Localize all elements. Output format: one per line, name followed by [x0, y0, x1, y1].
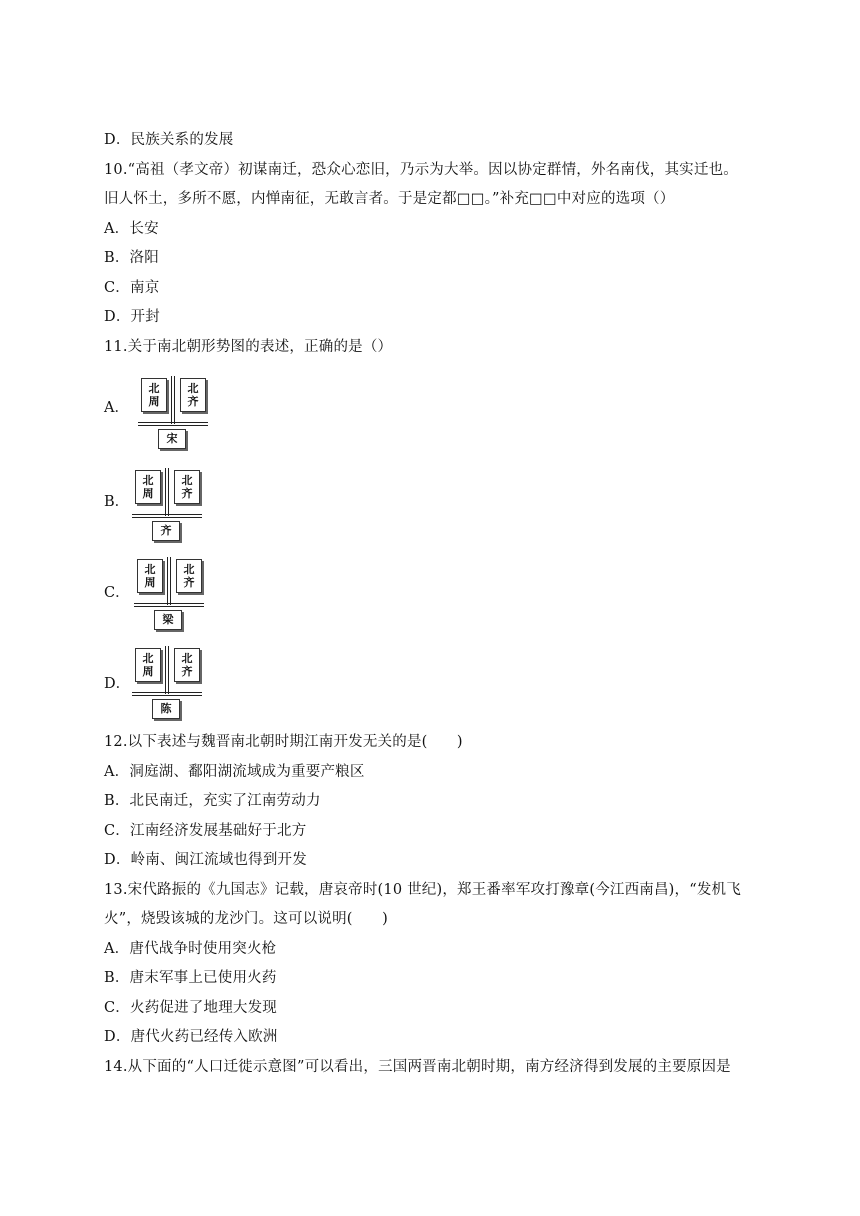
q13-option-a: A．唐代战争时使用突火枪 [104, 941, 277, 957]
divider-line [171, 376, 172, 424]
box-char: 齐 [187, 395, 199, 408]
q14-stem: 14.从下面的“人口迁徙示意图”可以看出，三国两晋南北朝时期，南方经济得到发展的主要原因是 [104, 1059, 731, 1075]
q12-option-a: A．洞庭湖、鄱阳湖流域成为重要产粮区 [104, 764, 365, 780]
box-char: 齐 [183, 576, 195, 589]
q11-option-d-diagram [132, 646, 204, 720]
box-char: 北 [181, 474, 193, 487]
divider-line [170, 557, 171, 605]
q10-stem-line2: 旧人怀土，多所不愿，内惮南征，无敢言者。于是定都□□。”补充□□中对应的选项（） [104, 191, 675, 207]
south-dynasty-box: 陈 [152, 699, 180, 719]
border-line [138, 422, 208, 423]
q10-option-c: C．南京 [104, 280, 160, 296]
divider-line [174, 376, 175, 424]
box-char: 周 [148, 395, 160, 408]
q10-option-d: D．开封 [104, 309, 160, 325]
q11-stem: 11.关于南北朝形势图的表述，正确的是（） [104, 339, 393, 355]
north-qi-box [180, 378, 206, 412]
q12-option-c: C．江南经济发展基础好于北方 [104, 823, 307, 839]
north-zhou-box [135, 648, 161, 682]
box-char: 北 [148, 382, 160, 395]
q13-option-b: B．唐末军事上已使用火药 [104, 970, 277, 986]
q11-option-c-diagram [134, 557, 206, 631]
box-char: 周 [142, 665, 154, 678]
box-char: 北 [181, 652, 193, 665]
south-dynasty-box: 齐 [152, 521, 180, 541]
north-zhou-box [137, 559, 163, 593]
q13-option-c: C．火药促进了地理大发现 [104, 1000, 277, 1016]
box-char: 齐 [181, 487, 193, 500]
q12-option-b: B．北民南迁，充实了江南劳动力 [104, 793, 321, 809]
q9-option-d: D．民族关系的发展 [104, 132, 234, 148]
border-line [132, 692, 202, 693]
divider-line [167, 557, 168, 605]
q13-stem-line1: 13.宋代路振的《九国志》记载，唐哀帝时(10 世纪)，郑王番率军攻打豫章(今江西南昌)，“发机飞 [104, 882, 741, 898]
south-dynasty-box: 梁 [154, 610, 182, 630]
north-qi-box [176, 559, 202, 593]
q10-stem-line1: 10.“高祖（孝文帝）初谋南迁，恐众心恋旧，乃示为大举。因以协定群情，外名南伐，其实迁也。 [104, 162, 738, 178]
q11-option-b-diagram [132, 468, 204, 542]
north-qi-box [174, 648, 200, 682]
divider-line [168, 646, 169, 694]
q10-option-b: B．洛阳 [104, 250, 159, 266]
border-line [134, 603, 204, 604]
north-zhou-box [141, 378, 167, 412]
north-zhou-box [135, 470, 161, 504]
q13-option-d: D．唐代火药已经传入欧洲 [104, 1029, 278, 1045]
q11-option-a-label: A． [104, 400, 129, 416]
divider-line [168, 468, 169, 516]
border-line [138, 425, 208, 426]
q11-option-b-label: B． [104, 494, 130, 510]
box-char: 周 [144, 576, 156, 589]
box-char: 北 [187, 382, 199, 395]
q10-option-a: A．长安 [104, 221, 159, 237]
q11-option-a-diagram [138, 376, 210, 450]
q11-option-d-label: D． [104, 676, 131, 692]
border-line [132, 517, 202, 518]
north-qi-box [174, 470, 200, 504]
border-line [132, 695, 202, 696]
south-dynasty-box: 宋 [158, 429, 186, 449]
box-char: 北 [144, 563, 156, 576]
border-line [132, 514, 202, 515]
box-char: 周 [142, 487, 154, 500]
box-char: 北 [142, 474, 154, 487]
divider-line [165, 646, 166, 694]
q12-option-d: D．岭南、闽江流域也得到开发 [104, 852, 307, 868]
border-line [134, 606, 204, 607]
box-char: 齐 [181, 665, 193, 678]
divider-line [165, 468, 166, 516]
q12-stem: 12.以下表述与魏晋南北朝时期江南开发无关的是( ) [104, 734, 463, 750]
q11-option-c-label: C． [104, 585, 130, 601]
box-char: 北 [183, 563, 195, 576]
q13-stem-line2: 火”，烧毁该城的龙沙门。这可以说明( ) [104, 911, 388, 927]
box-char: 北 [142, 652, 154, 665]
